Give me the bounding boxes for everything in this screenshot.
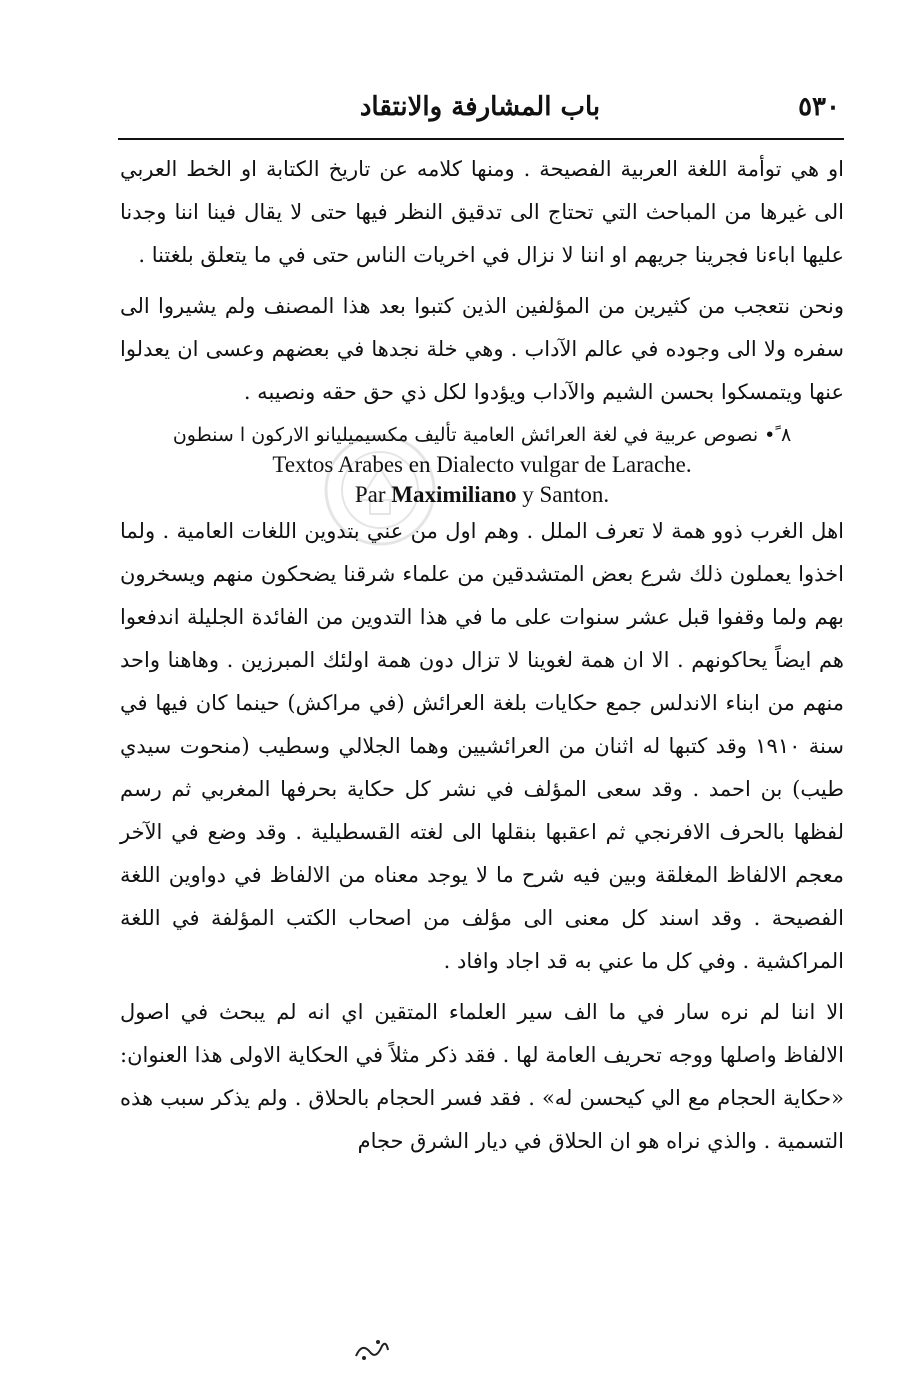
author-prefix: Par bbox=[354, 482, 392, 507]
item-heading: ٨ ً• نصوص عربية في لغة العرائش العامية تأليف مكسيميليانو الاركون ا سنطون bbox=[172, 424, 792, 446]
page-number: ٥٣٠ bbox=[798, 92, 840, 122]
header-rule bbox=[118, 138, 844, 140]
page-header bbox=[120, 88, 840, 132]
running-title: باب المشارفة والانتقاد bbox=[359, 92, 601, 122]
paragraph-2: ونحن نتعجب من كثيرين من المؤلفين الذين كتبوا بعد هذا المصنف ولم يشيروا الى سفره ولا الى وجوده في عالم الآداب . وهي خلة نجدها في بعضهم وعسى ان يعدلوا عنها ويتمسكوا بحسن الشيم والآداب ويؤدوا لكل ذي حق حقه ونصيبه . bbox=[120, 294, 844, 404]
paragraph-3: اهل الغرب ذوو همة لا تعرف الملل . وهم اول من عني بتدوين اللغات العامية . ولما اخذوا يعملون ذلك شرع بعض المتشدقين من علماء شرقنا يضحكون منهم ويسخرون بهم ولما وقفوا قبل عشر سنوات على ما في هذا التدوين من الفائدة الجليلة اندفعوا هم ايضاً يحاكونهم . الا ان همة لغوينا لا تزال دون همة اولئك المبرزين . وهاهنا واحد منهم من ابناء الاندلس جمع حكايات بلغة العرائش (في مراكش) حينما كان فيها في سنة ١٩١٠ وقد كتبها له اثنان من العرائشيين وهما الجلالي وسطيب (منحوت سيدي طيب) بن احمد . وقد سعى المؤلف في نشر كل حكاية بحرفها المغربي ثم رسم لفظها بالحرف الافرنجي ثم اعقبها بنقلها الى لغته القسطيلية . وقد وضع في الآخر معجم الالفاظ المغلقة وبين فيه شرح ما لا يوجد معناه من الالفاظ في دواوين اللغة الفصيحة . وقد اسند كل معنى الى مؤلف من اصحاب الكتب المؤلفة في اللغة المراكشية . وفي كل ما عني به قد اجاد وافاد . bbox=[120, 519, 844, 973]
author-suffix: y Santon. bbox=[516, 482, 610, 507]
paragraph-1: او هي توأمة اللغة العربية الفصيحة . ومنها كلامه عن تاريخ الكتابة او الخط العربي الى غيرها من المباحث التي تحتاج الى تدقيق النظر فيها حتى لا يقال فينا اننا وجدنا عليها اباءنا فجرينا جريهم او اننا لا نزال في اخريات الناس حتى في ما يتعلق بلغتنا . bbox=[120, 157, 844, 267]
ornament-icon bbox=[352, 1336, 392, 1364]
page-body bbox=[120, 148, 844, 1163]
item-latin-title: Textos Arabes en Dialecto vulgar de Larache. bbox=[272, 452, 692, 477]
item-latin-author bbox=[120, 480, 844, 510]
author-name: Maximiliano bbox=[391, 482, 517, 507]
paragraph-4: الا اننا لم نره سار في ما الف سير العلماء المتقين اي انه لم يبحث في اصول الالفاظ واصلها ووجه تحريف العامة لها . فقد ذكر مثلاً في الحكاية الاولى هذا العنوان: «حكاية الحجام مع الي كيحسن له» . فقد فسر الحجام بالحلاق . ولم يذكر سبب هذه التسمية . والذي نراه هو ان الحلاق في ديار الشرق حجام bbox=[120, 1000, 844, 1153]
